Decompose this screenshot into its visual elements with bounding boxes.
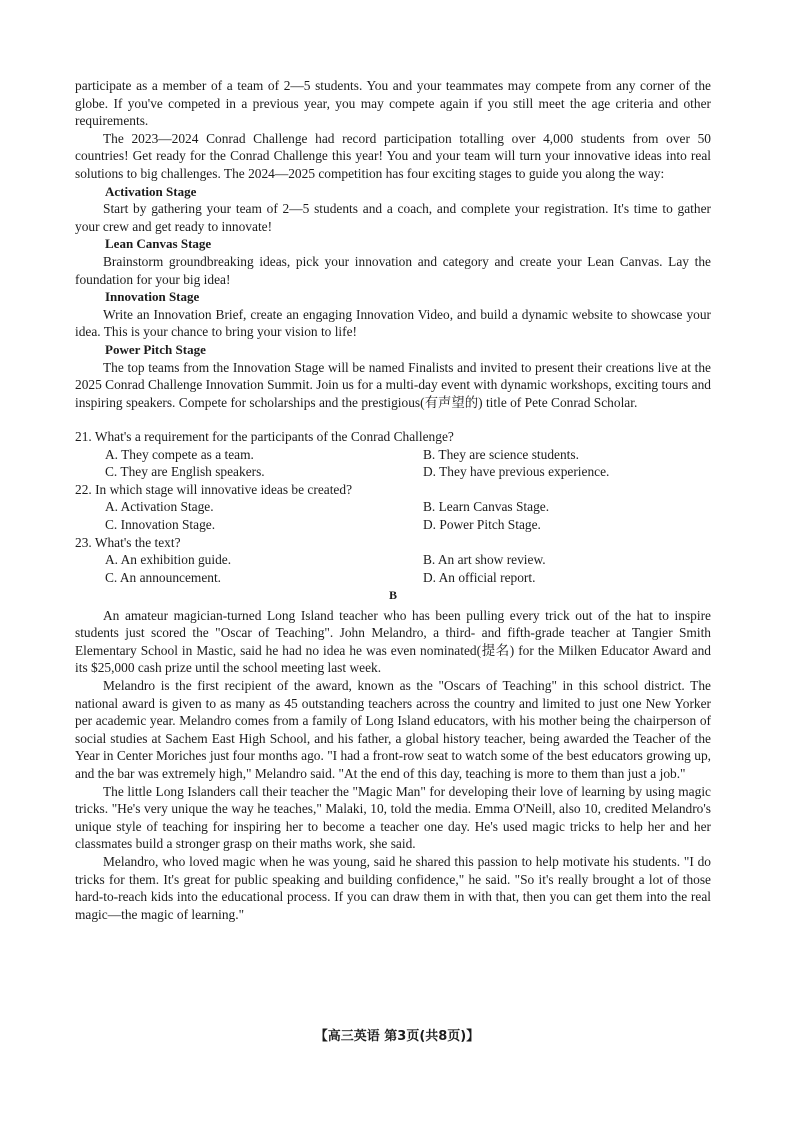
question-stem: 23. What's the text? bbox=[75, 534, 181, 550]
innovation-stage-text: Write an Innovation Brief, create an engaging Innovation Video, and build a dynamic website to showcase your idea. This is your chance to bring your vision to life! bbox=[75, 306, 711, 340]
option-a[interactable]: A. They compete as a team. bbox=[105, 446, 254, 462]
option-c[interactable]: C. Innovation Stage. bbox=[105, 516, 216, 532]
passage-b-paragraph-2: Melandro is the first recipient of the award, known as the "Oscars of Teaching" in this school district. The national award is given to as many as 45 outstanding teachers across the country and limited to just one New Yorker per academic year. Melandro comes from a family of Long Island educators, with his mother being the chairperson of social studies at Sachem East High School, and his father, a global history teacher, being awarded the Teacher of the Year in Center Moriches just four months ago. "I had a front-row seat to watch some of the best educators growing up, and the bar was extremely high," Melandro said. "At the end of this day, teaching is more to them than just a job." bbox=[75, 677, 711, 781]
question-options bbox=[75, 551, 711, 586]
option-b[interactable]: B. An art show review. bbox=[423, 552, 546, 568]
option-c[interactable]: C. They are English speakers. bbox=[105, 464, 265, 480]
option-d[interactable]: D. An official report. bbox=[423, 569, 536, 585]
power-pitch-stage-title: Power Pitch Stage bbox=[105, 341, 206, 357]
lean-canvas-stage-text: Brainstorm groundbreaking ideas, pick your innovation and category and create your Lean Canvas. Lay the foundation for your big idea! bbox=[75, 253, 711, 287]
passage-b bbox=[75, 586, 711, 923]
option-d[interactable]: D. They have previous experience. bbox=[423, 464, 610, 480]
passage-a-paragraph-2: The 2023—2024 Conrad Challenge had record participation totalling over 4,000 students from over 50 countries! Get ready for the Conrad Challenge this year! You and your team will turn your innovative ideas into real solutions to big challenges. The 2024—2025 competition has four exciting stages to guide you along the way: bbox=[75, 130, 711, 181]
passage-b-paragraph-3: The little Long Islanders call their teacher the "Magic Man" for developing their love of learning by using magic tricks. "He's very unique the way he teaches," Malaki, 10, told the media. Emma O'Neill, also 10, credited Melandro's unique style of teaching for inspiring her to become a teacher one day. He's used magic tricks to help her and her classmates build a stronger grasp on their maths work, she said. bbox=[75, 783, 711, 852]
questions bbox=[75, 428, 711, 586]
power-pitch-stage-text: The top teams from the Innovation Stage will be named Finalists and invited to present their creations live at the 2025 Conrad Challenge Innovation Summit. Join us for a multi-day event with dynamic workshops, exciting tours and inspiring speakers. Compete for scholarships and the prestigious(有声望的) title of Pete Conrad Scholar. bbox=[75, 359, 711, 410]
question-stem: 21. What's a requirement for the participants of the Conrad Challenge? bbox=[75, 429, 454, 444]
option-c[interactable]: C. An announcement. bbox=[105, 569, 222, 585]
question-options bbox=[75, 498, 711, 533]
option-d[interactable]: D. Power Pitch Stage. bbox=[423, 516, 541, 532]
section-b-label: B bbox=[388, 588, 397, 602]
passage-a-paragraph-1: participate as a member of a team of 2—5 students. You and your teammates may compete from any corner of the globe. If you've competed in a previous year, you may compete again if you still meet the age criteria and other requirements. bbox=[75, 78, 711, 129]
page-footer: 【高三英语 第3页(共8页)】 bbox=[314, 1029, 480, 1044]
innovation-stage-title: Innovation Stage bbox=[105, 289, 200, 305]
option-a[interactable]: A. An exhibition guide. bbox=[105, 552, 232, 568]
passage-b-paragraph-1: An amateur magician-turned Long Island teacher who has been pulling every trick out of the hat to inspire students just scored the "Oscar of Teaching". John Melandro, a third- and fifth-grade teacher at Tangier Smith Elementary School in Mastic, said he had no idea he was even nominated(提名) for the Milken Educator Award and its $25,000 cash prize until the school meeting last week. bbox=[75, 607, 711, 676]
question-22 bbox=[75, 481, 711, 534]
activation-stage-title: Activation Stage bbox=[105, 183, 197, 199]
activation-stage-text: Start by gathering your team of 2—5 students and a coach, and complete your registration. It's time to gather your crew and get ready to innovate! bbox=[75, 201, 711, 234]
question-options bbox=[75, 446, 711, 481]
question-21 bbox=[75, 428, 711, 481]
passage-b-paragraph-4: Melandro, who loved magic when he was young, said he shared this passion to help motivate his students. "I do tricks for them. It's great for public speaking and building confidence," he said. "So it's really brought a lot of those hard-to-reach kids into the educational process. If you can draw them in with that, then you can get them into the real magic—the magic of learning." bbox=[75, 853, 711, 922]
lean-canvas-stage-title: Lean Canvas Stage bbox=[105, 236, 212, 252]
option-b[interactable]: B. They are science students. bbox=[423, 446, 579, 462]
option-a[interactable]: A. Activation Stage. bbox=[105, 499, 214, 515]
question-stem: 22. In which stage will innovative ideas be created? bbox=[75, 481, 353, 497]
question-23 bbox=[75, 534, 711, 587]
option-b[interactable]: B. Learn Canvas Stage. bbox=[423, 499, 550, 515]
passage-a bbox=[75, 77, 711, 411]
